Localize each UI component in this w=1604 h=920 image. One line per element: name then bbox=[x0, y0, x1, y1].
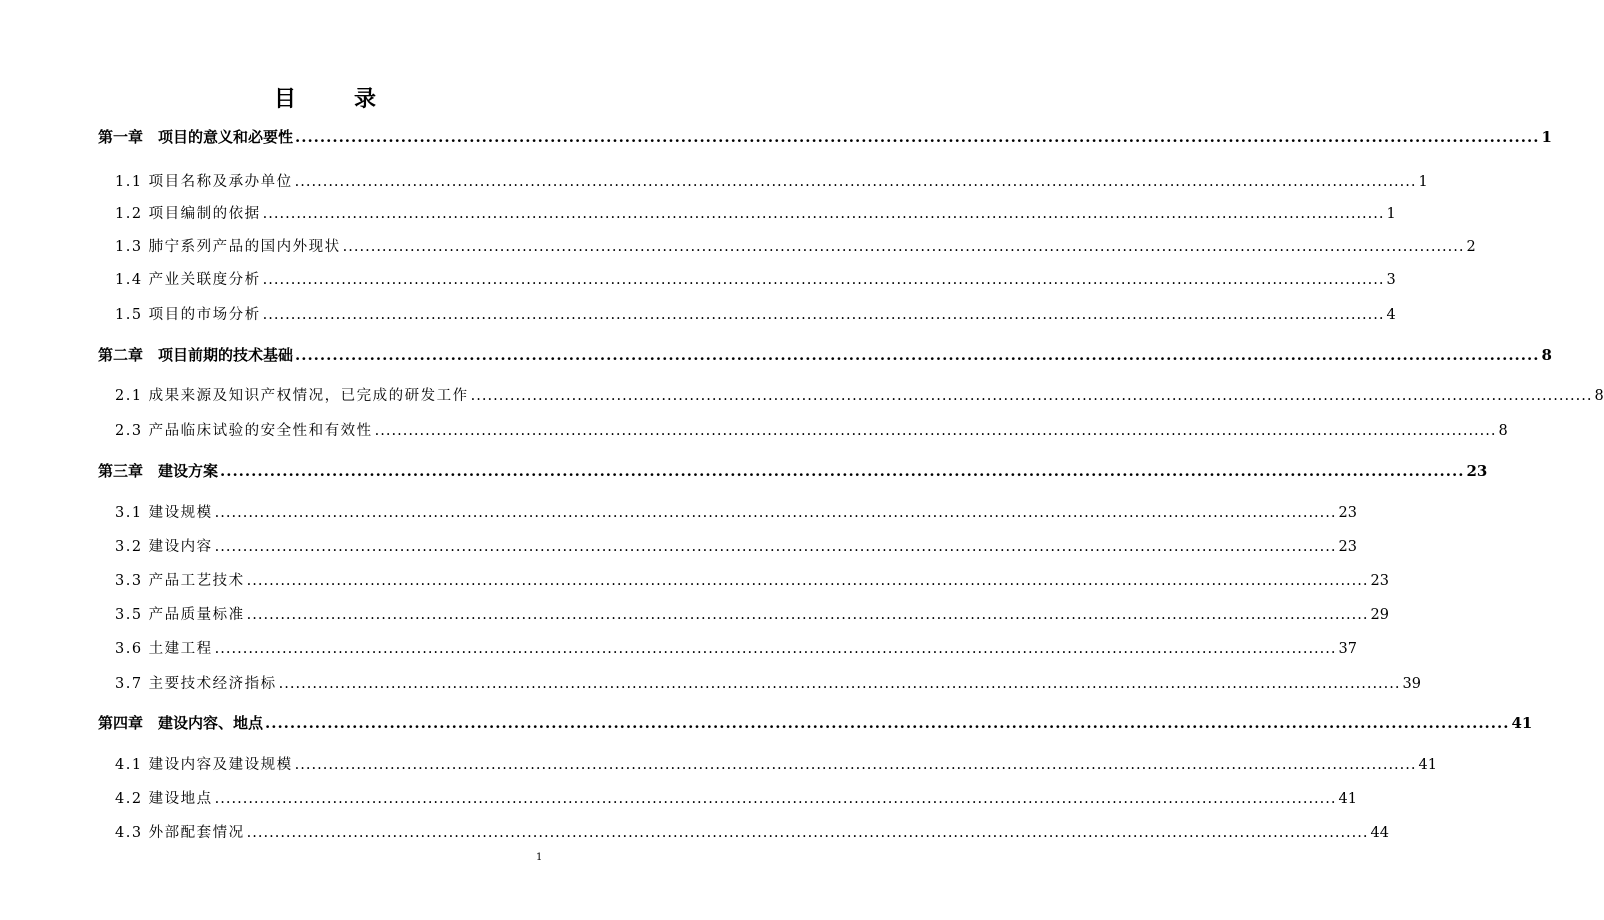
toc-entry-label: 第四章 建设内容、地点 bbox=[98, 714, 264, 732]
toc-entry-label: 3.6 土建工程 bbox=[115, 641, 213, 657]
toc-entry-label: 3.7 主要技术经济指标 bbox=[115, 676, 277, 692]
toc-entry-4-2[interactable] bbox=[115, 787, 1357, 808]
dot-leader: ........................................................................................................................................................................................................ bbox=[342, 239, 1465, 255]
toc-entry-chapter-1[interactable] bbox=[98, 126, 1552, 147]
toc-entry-page: 8 bbox=[1541, 346, 1552, 364]
toc-entry-page: 8 bbox=[1498, 423, 1508, 439]
toc-entry-3-7[interactable] bbox=[115, 672, 1421, 693]
dot-leader: ........................................................................................................................................................................................................ bbox=[295, 128, 1540, 146]
toc-entry-3-5[interactable] bbox=[115, 603, 1389, 624]
dot-leader: ........................................................................................................................................................................................................ bbox=[246, 573, 1369, 589]
toc-entry-1-5[interactable] bbox=[115, 303, 1396, 324]
toc-entry-label: 1.5 项目的市场分析 bbox=[115, 307, 261, 323]
toc-entry-label: 1.2 项目编制的依据 bbox=[115, 206, 261, 222]
toc-entry-chapter-2[interactable] bbox=[98, 344, 1552, 365]
toc-entry-label: 第二章 项目前期的技术基础 bbox=[98, 346, 294, 364]
toc-entry-page: 41 bbox=[1418, 757, 1437, 773]
toc-entry-2-3[interactable] bbox=[115, 419, 1508, 440]
toc-entry-label: 第三章 建设方案 bbox=[98, 462, 219, 480]
dot-leader: ........................................................................................................................................................................................................ bbox=[246, 825, 1369, 841]
toc-entry-page: 44 bbox=[1370, 825, 1389, 841]
toc-entry-label: 1.3 肺宁系列产品的国内外现状 bbox=[115, 239, 341, 255]
toc-entry-page: 23 bbox=[1338, 539, 1357, 555]
dot-leader: ........................................................................................................................................................................................................ bbox=[214, 641, 1337, 657]
toc-entry-3-1[interactable] bbox=[115, 501, 1357, 522]
toc-entry-page: 2 bbox=[1466, 239, 1476, 255]
dot-leader: ........................................................................................................................................................................................................ bbox=[214, 791, 1337, 807]
toc-entry-page: 41 bbox=[1511, 714, 1533, 732]
toc-entry-label: 4.2 建设地点 bbox=[115, 791, 213, 807]
dot-leader: ........................................................................................................................................................................................................ bbox=[220, 462, 1465, 480]
toc-entry-1-4[interactable] bbox=[115, 268, 1396, 289]
dot-leader: ........................................................................................................................................................................................................ bbox=[295, 346, 1540, 364]
toc-entry-label: 第一章 项目的意义和必要性 bbox=[98, 128, 294, 146]
toc-entry-page: 29 bbox=[1370, 607, 1389, 623]
toc-entry-2-1[interactable] bbox=[115, 384, 1604, 405]
toc-entry-page: 37 bbox=[1338, 641, 1357, 657]
toc-entry-page: 39 bbox=[1402, 676, 1421, 692]
dot-leader: ........................................................................................................................................................................................................ bbox=[214, 505, 1337, 521]
toc-entry-chapter-4[interactable] bbox=[98, 712, 1533, 733]
toc-entry-4-1[interactable] bbox=[115, 753, 1437, 774]
toc-entry-page: 23 bbox=[1338, 505, 1357, 521]
toc-title: 目 录 bbox=[273, 86, 394, 112]
dot-leader: ........................................................................................................................................................................................................ bbox=[265, 714, 1510, 732]
toc-entry-1-1[interactable] bbox=[115, 170, 1428, 191]
toc-entry-page: 23 bbox=[1466, 462, 1488, 480]
dot-leader: ........................................................................................................................................................................................................ bbox=[278, 676, 1401, 692]
toc-entry-label: 4.1 建设内容及建设规模 bbox=[115, 757, 293, 773]
toc-entry-page: 3 bbox=[1386, 272, 1396, 288]
dot-leader: ........................................................................................................................................................................................................ bbox=[262, 206, 1385, 222]
toc-entry-page: 4 bbox=[1386, 307, 1396, 323]
toc-entry-label: 3.1 建设规模 bbox=[115, 505, 213, 521]
dot-leader: ........................................................................................................................................................................................................ bbox=[262, 307, 1385, 323]
footer-page-number: 1 bbox=[536, 852, 543, 863]
dot-leader: ........................................................................................................................................................................................................ bbox=[262, 272, 1385, 288]
dot-leader: ........................................................................................................................................................................................................ bbox=[470, 388, 1593, 404]
toc-entry-page: 41 bbox=[1338, 791, 1357, 807]
toc-entry-3-2[interactable] bbox=[115, 535, 1357, 556]
toc-entry-chapter-3[interactable] bbox=[98, 460, 1488, 481]
dot-leader: ........................................................................................................................................................................................................ bbox=[214, 539, 1337, 555]
toc-entry-1-2[interactable] bbox=[115, 202, 1396, 223]
toc-entry-3-3[interactable] bbox=[115, 569, 1389, 590]
toc-entry-label: 1.4 产业关联度分析 bbox=[115, 272, 261, 288]
toc-entry-page: 1 bbox=[1386, 206, 1396, 222]
dot-leader: ........................................................................................................................................................................................................ bbox=[246, 607, 1369, 623]
toc-entry-label: 3.5 产品质量标准 bbox=[115, 607, 245, 623]
toc-entry-1-3[interactable] bbox=[115, 235, 1476, 256]
toc-entry-label: 1.1 项目名称及承办单位 bbox=[115, 174, 293, 190]
toc-entry-label: 2.3 产品临床试验的安全性和有效性 bbox=[115, 423, 373, 439]
toc-entry-page: 23 bbox=[1370, 573, 1389, 589]
dot-leader: ........................................................................................................................................................................................................ bbox=[294, 757, 1417, 773]
toc-entry-4-3[interactable] bbox=[115, 821, 1389, 842]
dot-leader: ........................................................................................................................................................................................................ bbox=[374, 423, 1497, 439]
toc-entry-page: 1 bbox=[1418, 174, 1428, 190]
toc-entry-page: 8 bbox=[1594, 388, 1604, 404]
toc-entry-label: 4.3 外部配套情况 bbox=[115, 825, 245, 841]
toc-entry-3-6[interactable] bbox=[115, 637, 1357, 658]
dot-leader: ........................................................................................................................................................................................................ bbox=[294, 174, 1417, 190]
toc-entry-page: 1 bbox=[1541, 128, 1552, 146]
toc-entry-label: 2.1 成果来源及知识产权情况，已完成的研发工作 bbox=[115, 388, 469, 404]
toc-entry-label: 3.2 建设内容 bbox=[115, 539, 213, 555]
toc-entry-label: 3.3 产品工艺技术 bbox=[115, 573, 245, 589]
